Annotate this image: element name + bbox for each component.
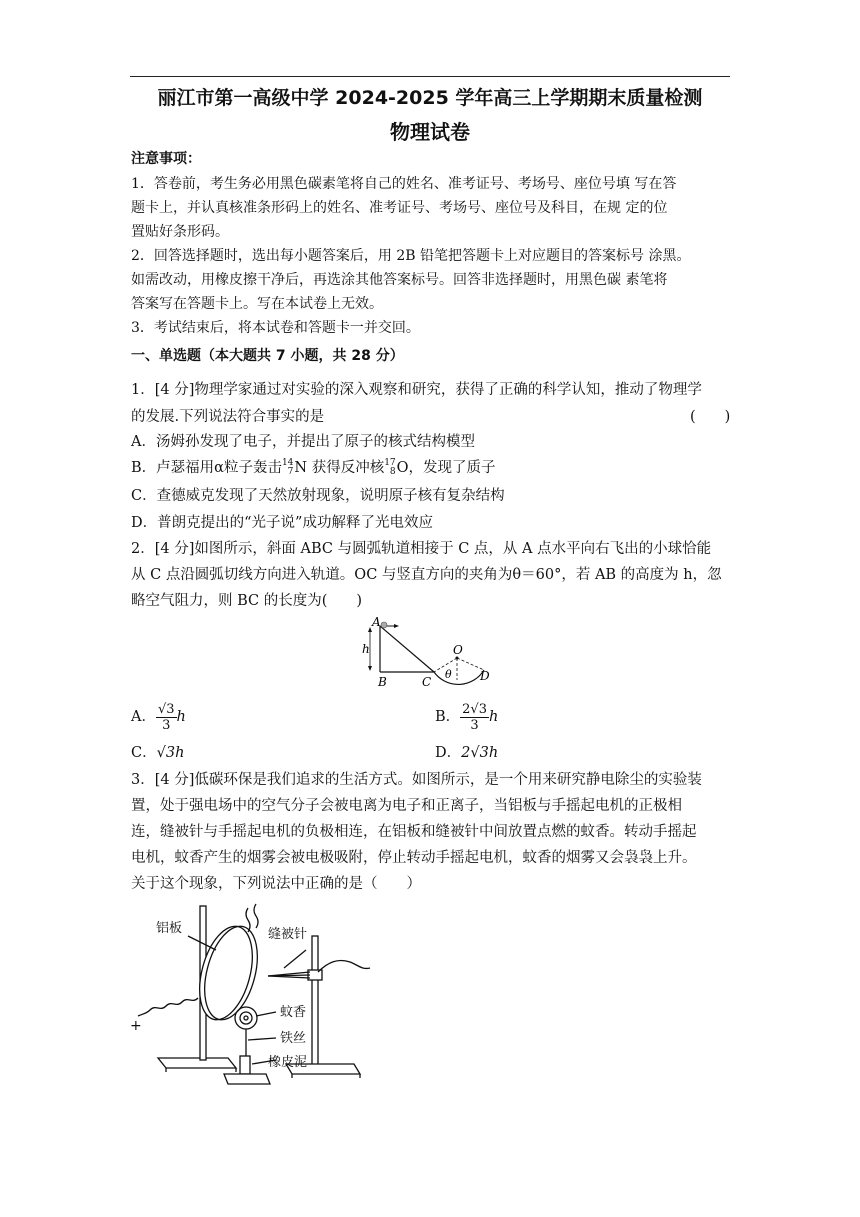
q3-stem-line: 置，处于强电场中的空气分子会被电离为电子和正离子，当铝板与手摇起电机的正极相 xyxy=(131,798,682,814)
q3-stem-line: 关于这个现象，下列说法中正确的是（ ） xyxy=(131,876,421,892)
q1-stem-line: 1．[4 分]物理学家通过对实验的深入观察和研究，获得了正确的科学认知，推动了物理学 xyxy=(131,382,702,398)
q2-stem-line: 2．[4 分]如图所示，斜面 ABC 与圆弧轨道相接于 C 点，从 A 点水平向右飞出的小球恰能 xyxy=(131,541,712,557)
notes-line: 题卡上，并认真核准条形码上的姓名、准考证号、考场号、座位号及科目，在规 定的位 xyxy=(131,200,668,216)
q2-option-b: B． $\frac{2√3}{3}$ h xyxy=(435,701,499,733)
q2-option-d: D．2√3h xyxy=(435,745,499,761)
notes-line: 答案写在答题卡上。写在本试卷上无效。 xyxy=(131,296,383,312)
q1-option-b: B．卢瑟福用α粒子轰击 14 7 N 获得反冲核 17 8 O，发现了质子 xyxy=(131,458,496,477)
q1-option-c: C．查德威克发现了天然放射现象，说明原子核有复杂结构 xyxy=(131,488,505,504)
q2-stem-line: 从 C 点沿圆弧切线方向进入轨道。OC 与竖直方向的夹角为θ＝60°，若 AB 的高度为 h，忽 xyxy=(131,567,722,583)
q1-answer-paren: ( ) xyxy=(690,409,731,425)
fig-label-b: B xyxy=(378,675,387,689)
notes-line: 置贴好条形码。 xyxy=(131,224,229,240)
fig-label-o: O xyxy=(453,643,463,657)
q2-option-a: A． $\frac{√3}{3}$ h xyxy=(131,701,186,733)
q3-stem-line: 3．[4 分]低碳环保是我们追求的生活方式。如图所示，是一个用来研究静电除尘的实验装 xyxy=(131,772,702,788)
label-iron-wire: 铁丝 xyxy=(280,1031,307,1046)
fig-label-a: A xyxy=(372,615,381,629)
fig-label-c: C xyxy=(422,675,432,689)
label-plus: + xyxy=(130,1018,142,1034)
notes-line: 3．考试结束后，将本试卷和答题卡一并交回。 xyxy=(131,320,420,336)
notes-line: 如需改动，用橡皮擦干净后，再选涂其他答案标号。回答非选择题时，用黑色碳 素笔将 xyxy=(131,272,668,288)
q1-option-a: A．汤姆孙发现了电子，并提出了原子的核式结构模型 xyxy=(131,434,475,450)
section-heading: 一、单选题（本大题共 7 小题，共 28 分） xyxy=(131,348,404,364)
exam-title: 丽江市第一高级中学 2024-2025 学年高三上学期期末质量检测 xyxy=(157,87,703,109)
q2-stem-line: 略空气阻力，则 BC 的长度为( ) xyxy=(131,593,363,609)
fig-label-d: D xyxy=(480,669,490,683)
electrostatic-dust-apparatus-figure xyxy=(128,898,378,1098)
exam-subtitle: 物理试卷 xyxy=(390,120,470,144)
label-incense: 蚊香 xyxy=(280,1005,307,1020)
q1-stem-line: 的发展.下列说法符合事实的是 xyxy=(131,409,325,425)
fig-label-theta: θ xyxy=(445,668,452,681)
q2-option-c: C．√3h xyxy=(131,745,185,761)
label-needle: 缝被针 xyxy=(268,927,308,942)
notes-line: 1．答卷前，考生务必用黑色碳素笔将自己的姓名、准考证号、考场号、座位号填 写在答 xyxy=(131,176,677,192)
notes-heading: 注意事项： xyxy=(131,151,201,167)
fig-label-h: h xyxy=(362,642,370,656)
oxygen-isotope: 17 8 xyxy=(384,458,396,477)
q3-stem-line: 电机，蚊香产生的烟雾会被电极吸附，停止转动手摇起电机，蚊香的烟雾又会袅袅上升。 xyxy=(131,850,697,866)
nitrogen-isotope: 14 7 xyxy=(281,458,294,477)
q3-stem-line: 连，缝被针与手摇起电机的负极相连，在铝板和缝被针中间放置点燃的蚊香。转动手摇起 xyxy=(131,824,697,840)
q1-option-d: D．普朗克提出的“光子说”成功解释了光电效应 xyxy=(131,515,433,531)
label-aluminium-plate: 铝板 xyxy=(156,921,183,936)
header-rule xyxy=(130,76,730,77)
incline-arc-figure xyxy=(362,614,502,692)
notes-line: 2．回答选择题时，选出每小题答案后，用 2B 铅笔把答题卡上对应题目的答案标号 涂黑。 xyxy=(131,248,691,264)
label-putty: 橡皮泥 xyxy=(268,1055,308,1070)
